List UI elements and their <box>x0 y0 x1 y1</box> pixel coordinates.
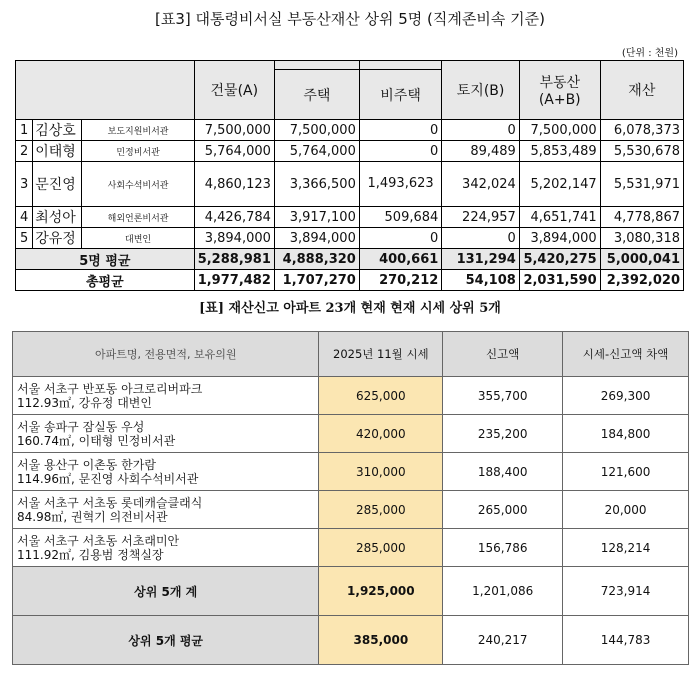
market-value: 625,000 <box>319 377 443 415</box>
apartment-detail: 160.74㎡, 이태형 민정비서관 <box>17 433 176 448</box>
row-index: 5 <box>16 228 33 249</box>
apartment-name: 서울 용산구 이촌동 한가람 <box>17 457 156 472</box>
difference-value: 269,300 <box>563 377 689 415</box>
realestate-value: 3,894,000 <box>519 228 600 249</box>
building-value: 5,764,000 <box>194 141 274 162</box>
apartment-cell <box>13 415 319 453</box>
sum-row <box>13 567 689 616</box>
header-row-top <box>16 61 684 70</box>
apartment-name: 서울 송파구 잠실동 우성 <box>17 419 145 434</box>
person-name: 문진영 <box>33 162 82 207</box>
house-value: 7,500,000 <box>274 120 359 141</box>
header-realestate: 부동산(A+B) <box>519 61 600 120</box>
row-index: 3 <box>16 162 33 207</box>
person-name: 김상호 <box>33 120 82 141</box>
house-value: 3,917,100 <box>274 207 359 228</box>
apartment-top5-table <box>12 331 689 665</box>
assets-value: 4,778,867 <box>600 207 683 228</box>
average-label: 상위 5개 평균 <box>13 616 319 665</box>
difference-value: 121,600 <box>563 453 689 491</box>
table-row <box>16 228 684 249</box>
reported-value: 355,700 <box>443 377 563 415</box>
assets-value: 2,392,020 <box>600 270 683 291</box>
land-value: 89,489 <box>442 141 520 162</box>
land-value: 224,957 <box>442 207 520 228</box>
market-value: 1,925,000 <box>319 567 443 616</box>
header-building-sub-spacer <box>274 61 359 70</box>
building-value: 5,288,981 <box>194 249 274 270</box>
house-value: 3,894,000 <box>274 228 359 249</box>
row-index: 2 <box>16 141 33 162</box>
person-role: 민정비서관 <box>82 141 194 162</box>
nonhouse-value: 0 <box>359 228 441 249</box>
land-value: 0 <box>442 120 520 141</box>
nonhouse-value: 1,493,623 <box>359 162 441 207</box>
house-value: 5,764,000 <box>274 141 359 162</box>
person-role: 사회수석비서관 <box>82 162 194 207</box>
land-value: 342,024 <box>442 162 520 207</box>
building-value: 4,426,784 <box>194 207 274 228</box>
apartment-detail: 114.96㎡, 문진영 사회수석비서관 <box>17 471 199 486</box>
realestate-value: 7,500,000 <box>519 120 600 141</box>
table-row <box>13 491 689 529</box>
building-value: 4,860,123 <box>194 162 274 207</box>
land-value: 54,108 <box>442 270 520 291</box>
row-index: 1 <box>16 120 33 141</box>
assets-value: 5,531,971 <box>600 162 683 207</box>
land-value: 131,294 <box>442 249 520 270</box>
difference-value: 723,914 <box>563 567 689 616</box>
header-difference: 시세-신고액 차액 <box>563 332 689 377</box>
building-value: 7,500,000 <box>194 120 274 141</box>
unit-label: (단위 : 천원) <box>621 48 678 59</box>
assets-value: 3,080,318 <box>600 228 683 249</box>
table1-title: [표3] 대통령비서실 부동산재산 상위 5명 (직계존비속 기준) <box>155 10 545 28</box>
apartment-name: 서울 서초구 반포동 아크로리버파크 <box>17 381 203 396</box>
person-role: 대변인 <box>82 228 194 249</box>
assets-value: 6,078,373 <box>600 120 683 141</box>
person-role: 해외언론비서관 <box>82 207 194 228</box>
market-value: 310,000 <box>319 453 443 491</box>
average-row <box>16 249 684 270</box>
house-value: 1,707,270 <box>274 270 359 291</box>
table-row <box>13 453 689 491</box>
table2-title: [표] 재산신고 아파트 23개 현재 현재 시세 상위 5개 <box>199 301 501 316</box>
reported-value: 188,400 <box>443 453 563 491</box>
table-row <box>16 141 684 162</box>
header-nonhouse: 비주택 <box>359 70 441 120</box>
market-value: 385,000 <box>319 616 443 665</box>
building-value: 3,894,000 <box>194 228 274 249</box>
table-row <box>16 207 684 228</box>
person-role: 보도지원비서관 <box>82 120 194 141</box>
header-row <box>13 332 689 377</box>
realestate-value: 5,202,147 <box>519 162 600 207</box>
reported-value: 240,217 <box>443 616 563 665</box>
apartment-cell <box>13 453 319 491</box>
apartment-detail: 112.93㎡, 강유정 대변인 <box>17 395 152 410</box>
market-value: 420,000 <box>319 415 443 453</box>
house-value: 4,888,320 <box>274 249 359 270</box>
apartment-cell <box>13 377 319 415</box>
table-row <box>13 377 689 415</box>
house-value: 3,366,500 <box>274 162 359 207</box>
difference-value: 144,783 <box>563 616 689 665</box>
total-average-row <box>16 270 684 291</box>
realestate-value: 5,853,489 <box>519 141 600 162</box>
average-row <box>13 616 689 665</box>
person-name: 이태형 <box>33 141 82 162</box>
header-assets: 재산 <box>600 61 683 120</box>
assets-value: 5,000,041 <box>600 249 683 270</box>
table-row <box>13 415 689 453</box>
difference-value: 184,800 <box>563 415 689 453</box>
reported-value: 235,200 <box>443 415 563 453</box>
person-name: 최성아 <box>33 207 82 228</box>
apartment-cell <box>13 491 319 529</box>
row-index: 4 <box>16 207 33 228</box>
apartment-detail: 111.92㎡, 김용범 정책실장 <box>17 547 164 562</box>
building-value: 1,977,482 <box>194 270 274 291</box>
assets-value: 5,530,678 <box>600 141 683 162</box>
apartment-detail: 84.98㎡, 권혁기 의전비서관 <box>17 509 168 524</box>
table-row <box>13 529 689 567</box>
nonhouse-value: 509,684 <box>359 207 441 228</box>
nonhouse-value: 400,661 <box>359 249 441 270</box>
header-house: 주택 <box>274 70 359 120</box>
market-value: 285,000 <box>319 529 443 567</box>
realestate-value: 4,651,741 <box>519 207 600 228</box>
total-average-label: 총평균 <box>16 270 195 291</box>
realestate-value: 5,420,275 <box>519 249 600 270</box>
table-row <box>16 162 684 207</box>
apartment-cell <box>13 529 319 567</box>
header-building-sub-spacer <box>359 61 441 70</box>
difference-value: 128,214 <box>563 529 689 567</box>
header-apartment: 아파트명, 전용면적, 보유의원 <box>13 332 319 377</box>
real-estate-top5-table <box>15 60 684 291</box>
nonhouse-value: 0 <box>359 141 441 162</box>
reported-value: 265,000 <box>443 491 563 529</box>
person-name: 강유정 <box>33 228 82 249</box>
reported-value: 156,786 <box>443 529 563 567</box>
nonhouse-value: 270,212 <box>359 270 441 291</box>
apartment-name: 서울 서초구 서초동 롯데캐슬클래식 <box>17 495 203 510</box>
header-corner <box>16 61 195 120</box>
market-value: 285,000 <box>319 491 443 529</box>
header-building: 건물(A) <box>194 61 274 120</box>
land-value: 0 <box>442 228 520 249</box>
realestate-value: 2,031,590 <box>519 270 600 291</box>
nonhouse-value: 0 <box>359 120 441 141</box>
reported-value: 1,201,086 <box>443 567 563 616</box>
header-market-price: 2025년 11월 시세 <box>319 332 443 377</box>
header-reported: 신고액 <box>443 332 563 377</box>
apartment-name: 서울 서초구 서초동 서초래미안 <box>17 533 180 548</box>
table-row <box>16 120 684 141</box>
average-label: 5명 평균 <box>16 249 195 270</box>
difference-value: 20,000 <box>563 491 689 529</box>
header-land: 토지(B) <box>442 61 520 120</box>
sum-label: 상위 5개 계 <box>13 567 319 616</box>
